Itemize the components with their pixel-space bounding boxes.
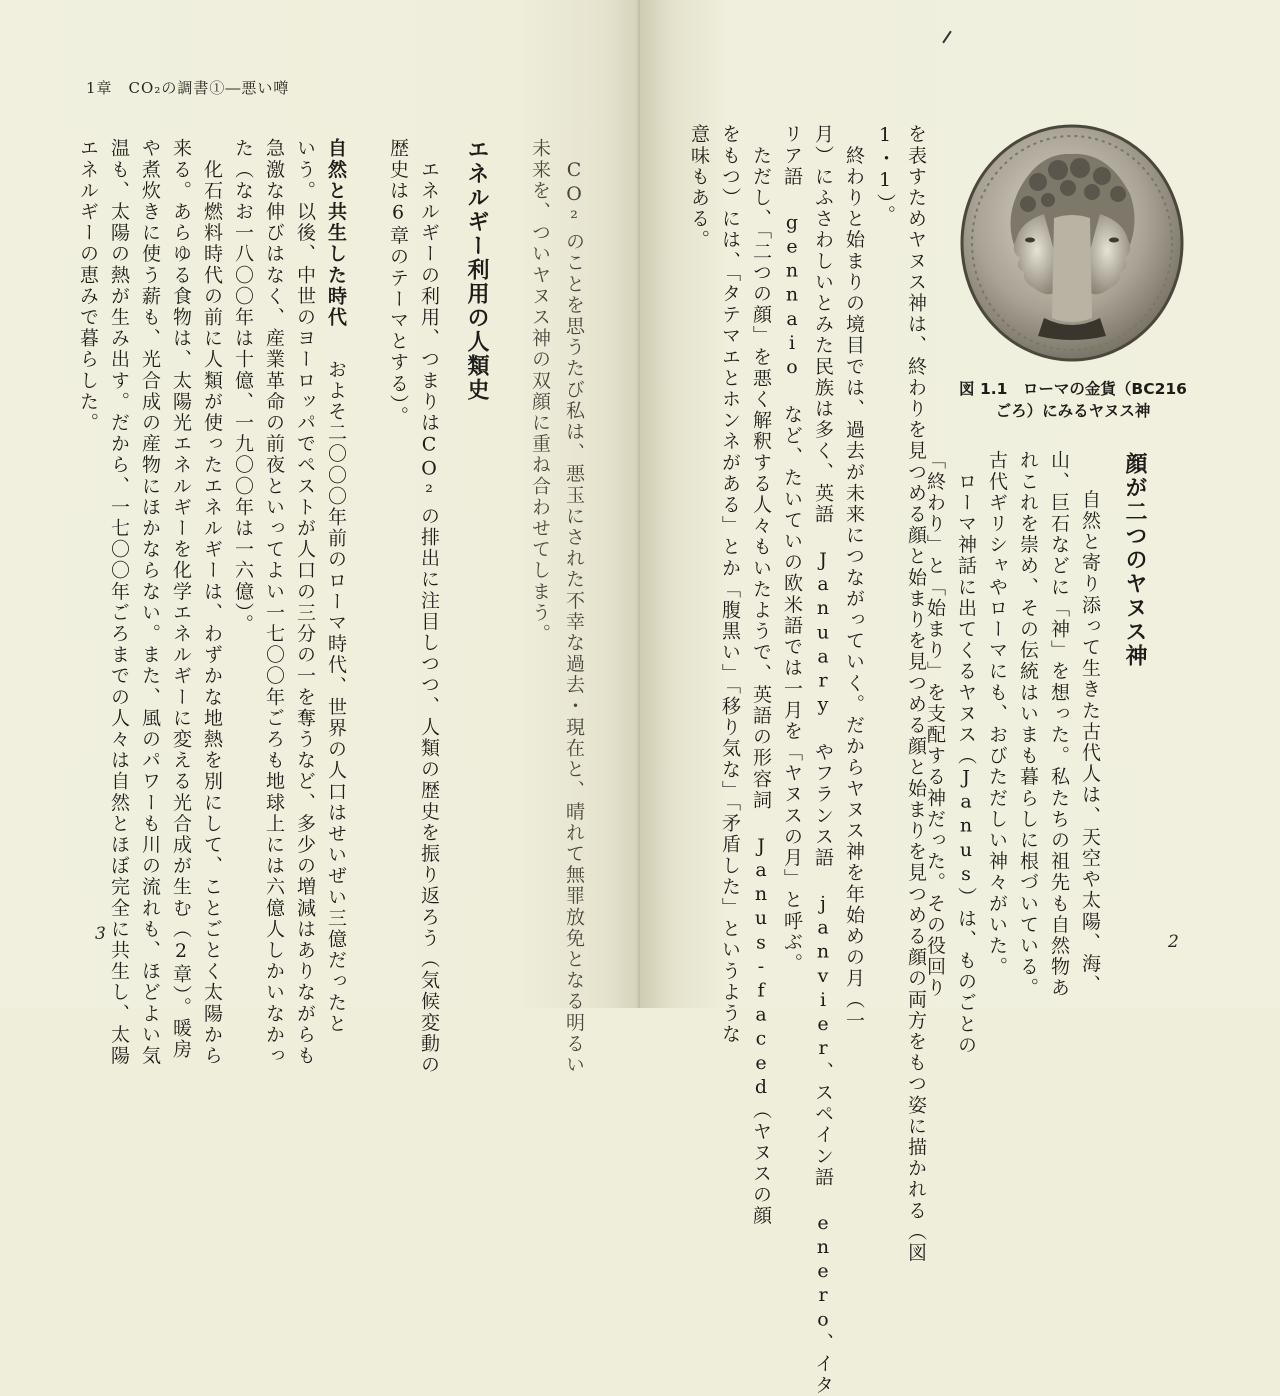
para2-lead: およそ二〇〇〇年前のローマ時代、世界の人口はせいぜい三億だったと <box>325 338 347 1035</box>
para2-line-1: いう。以後、中世のヨーロッパでペストが人口の三分の一を奪うなど、多少の増減はありながらも <box>294 138 316 1067</box>
figure-caption-line-2: ごろ）にみるヤヌス神 <box>995 402 1151 420</box>
section-heading-janus: 顔が二つのヤヌス神 <box>1122 452 1147 668</box>
top-line-2: 1・1）。 <box>874 124 896 226</box>
para1-line-2: 歴史は6章のテーマとする）。 <box>387 138 409 427</box>
para3-line-4: 温も、太陽の熱が生み出す。だから、一七〇〇年ごろまでの人々は自然とほぼ完全に共生し、太陽 <box>108 138 130 1067</box>
janus-para-line-5: ローマ神話に出てくるヤヌス（Janus）は、ものごとの <box>955 450 977 1056</box>
left-page <box>0 0 640 1076</box>
pen-mark <box>942 31 951 44</box>
para3-line-2: 来る。あらゆる食物は、太陽光エネルギーを化学エネルギーに変える光合成が生む（2章）。暖房 <box>170 138 192 1060</box>
janus-para-line-4: 古代ギリシャやローマにも、おびただしい神々がいた。 <box>986 450 1008 978</box>
intro-line-1: CO²のことを思うたび私は、悪玉にされた不幸な過去・現在と、晴れて無罪放免となる明るい <box>563 138 585 1076</box>
para2-line-3: た（なお一八〇〇年は十億、一九〇〇年は一六億）。 <box>232 138 254 635</box>
janus-coin-figure <box>958 122 1186 364</box>
janus-coin-image <box>958 122 1186 364</box>
para3-line-3: や煮炊きに使う薪も、光合成の産物にほかならない。また、風のパワーも川の流れも、ほどよい気 <box>139 138 161 1067</box>
top-line-7: をもつ）には、「タテマエとホンネがある」とか「腹黒い」「移り気な」「矛盾した」というような <box>719 124 741 1045</box>
subheading-coexist-era: 自然と共生した時代 <box>325 138 347 328</box>
top-line-5: リア語 gennaio など、たいていの欧米語では一月を「ヤヌスの月」と呼ぶ。 <box>781 124 803 974</box>
top-line-1: を表すためヤヌス神は、終わりを見つめる顔と始まりを見つめる顔と始まりを見つめる顔の両方をもつ姿に描かれる（図 <box>905 124 927 1264</box>
janus-para-line-2: 山、巨石などに「神」を想った。私たちの祖先も自然物あ <box>1048 450 1070 999</box>
janus-para-line-1: 自然と寄り添って生きた古代人は、天空や太陽、海、 <box>1079 468 1101 996</box>
janus-para-line-3: れこれを崇め、その伝統はいまも暮らしに根づいている。 <box>1017 450 1039 999</box>
top-line-3: 終わりと始まりの境目では、過去が未来につながっていく。だからヤヌス神を年始めの月（一 <box>843 124 865 1032</box>
page-number-right: 2 <box>1168 932 1179 952</box>
page-number-left: 3 <box>95 924 106 944</box>
top-line-4: 月）にふさわしいとみた民族は多く、英語 January やフランス語 janvier、スペイン語 enero、イタ <box>812 124 834 1396</box>
para2-line-2: 急激な伸びはなく、産業革命の前夜といってよい一七〇〇年ごろも地球上には六億人しかいなかっ <box>263 138 285 1067</box>
top-line-8: 意味もある。 <box>688 124 710 251</box>
para3-line-5: エネルギーの恵みで暮らした。 <box>77 138 99 434</box>
figure-caption-line-1: 図 1.1 ローマの金貨（BC216 <box>959 380 1187 398</box>
running-head: 1章 CO₂の調書①―悪い噂 <box>86 79 290 97</box>
para3-line-1: 化石燃料時代の前に人類が使ったエネルギーは、わずかな地熱を別にして、ことごとく太陽から <box>201 138 223 1067</box>
janus-para-line-6: 「終わり」と「始まり」を支配する神だった。その役回り <box>924 450 946 999</box>
section-heading-energy-history: エネルギー利用の人類史 <box>464 138 489 402</box>
para1-line-1: エネルギーの利用、つまりはCO²の排出に注目しつつ、人類の歴史を振り返ろう（気候変動の <box>418 138 440 1076</box>
top-line-6: ただし、「二つの顔」を悪く解釈する人々もいたようで、英語の形容詞 Janus-faced（ヤヌスの顔 <box>750 124 772 1227</box>
figure-caption <box>948 378 1198 422</box>
intro-line-2: 未来を、ついヤヌス神の双顔に重ね合わせてしまう。 <box>529 138 551 645</box>
